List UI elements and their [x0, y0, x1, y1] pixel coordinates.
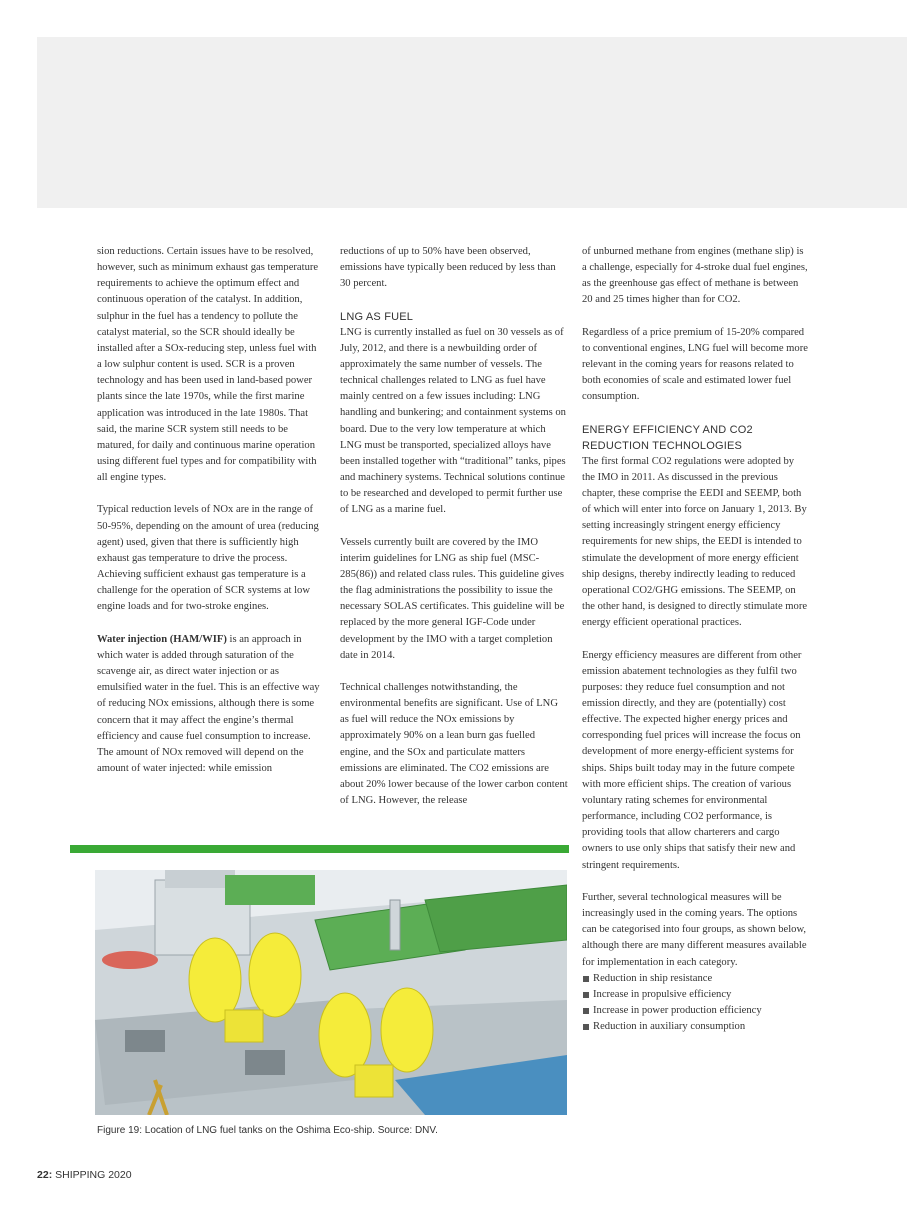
- bullet-list: [582, 971, 808, 1036]
- folio-separator: :: [48, 1169, 56, 1181]
- list-item: Increase in propulsive efficiency: [582, 987, 808, 1003]
- run-in-heading: Water injection (HAM/WIF): [97, 633, 227, 645]
- page-number: 22: [37, 1169, 49, 1181]
- top-banner: [37, 37, 907, 208]
- paragraph: Typical reduction levels of NOx are in the range of 50-95%, depending on the amount of urea (reducing agent) used, given that there is sufficiently high exhaust gas temperature to drive the process. Achieving sufficient exhaust gas temperature is a challenge for the operation of SCR systems at low engine loads and for two-stroke engines.: [97, 504, 319, 613]
- section-heading: LNG AS FUEL: [340, 310, 414, 323]
- list-item: Reduction in ship resistance: [582, 971, 808, 987]
- paragraph: reductions of up to 50% have been observed, emissions have typically been reduced by less than 30 percent.: [340, 246, 556, 290]
- paragraph: LNG is currently installed as fuel on 30 vessels as of July, 2012, and there is a newbuilding order of approximately the same number of vessels. The technical challenges related to LNG as fuel have mainly centred on a few issues including: LNG handling and bunkering; and containment systems on board. Due to the very low temperature at which LNG must be transported, specialized alloys have been installed together with “traditional” tanks, pipes and machinery systems. Technical solutions continue to be researched and developed to permit further use of LNG as a marine fuel.: [340, 326, 566, 516]
- figure-accent-bar: [70, 845, 569, 853]
- text-column-2: [340, 244, 568, 825]
- paragraph: Technical challenges notwithstanding, the environmental benefits are significant. Use of LNG as fuel will reduce the NOx emissions by approximately 90% on a lean burn gas fuelled engine, and the SOx and particulate matters emissions are eliminated. The CO2 emissions are about 20% lower because of the lower carbon content of LNG. However, the release: [340, 682, 568, 807]
- list-item: Reduction in auxiliary consumption: [582, 1019, 808, 1035]
- paragraph: [97, 632, 323, 777]
- text-column-3: [582, 244, 808, 1035]
- section-heading: ENERGY EFFICIENCY AND CO2 REDUCTION TECHNOLOGIES: [582, 423, 753, 452]
- paragraph: of unburned methane from engines (methane slip) is a challenge, especially for 4-stroke dual fuel engines, as the greenhouse gas effect of methane is between 20 and 25 times higher than for CO2.: [582, 246, 808, 306]
- list-item: Increase in power production efficiency: [582, 1003, 808, 1019]
- page-footer: [37, 1169, 132, 1181]
- text-column-1: [97, 244, 323, 793]
- paragraph-text: is an approach in which water is added through saturation of the scavenge air, as direct water injection or as emulsified water in the fuel. This is an effective way of reducing NOx emissions, although there is some concern that it may affect the engine’s thermal efficiency and cause fuel consumption to increase. The amount of NOx removed will depend on the amount of water injected: while emission: [97, 633, 320, 774]
- paragraph: Vessels currently built are covered by the IMO interim guidelines for LNG as ship fuel (MSC-285(86)) and related class rules. This guideline gives the flag administrations the possibility to issue the necessary SOLAS certificates. This guideline will be replaced by the more general IGF-Code under development by the IMO with a target completion date in 2014.: [340, 536, 565, 661]
- figure-caption: Figure 19: Location of LNG fuel tanks on the Oshima Eco-ship. Source: DNV.: [97, 1125, 438, 1136]
- ship-cutaway-drawing: [95, 870, 567, 1115]
- publication-name: SHIPPING 2020: [55, 1169, 132, 1181]
- paragraph: sion reductions. Certain issues have to be resolved, however, such as minimum exhaust gas temperature requirements to achieve the optimum effect and continuous operation of the catalyst. In addition, sulphur in the fuel has a tendency to pollute the catalyst material, so the SCR should ideally be installed after a SOx-reducing step, unless fuel with a low sulphur content is used. SCR is a proven technology and has been used in land-based power plants since the late 1970s, while the first marine application was introduced in the late 1980s. That said, the marine SCR system still needs to be matured, for daily and continuous marine operation using different fuel types and for compatibility with all engine types.: [97, 246, 319, 484]
- paragraph: Regardless of a price premium of 15-20% compared to conventional engines, LNG fuel will become more relevant in the coming years for reasons related to both economies of scale and estimated lower fuel consumption.: [582, 326, 808, 403]
- paragraph: Further, several technological measures will be increasingly used in the coming years. The options can be categorised into four groups, as shown below, although there are many different measures available for implementation in each category.: [582, 891, 807, 968]
- paragraph: The first formal CO2 regulations were adopted by the IMO in 2011. As discussed in the previous chapter, these comprise the EEDI and SEEMP, both of which will enter into force on January 1, 2013. By setting increasingly stringent energy efficiency requirements for new ships, the EEDI is intended to stimulate the development of more energy efficient ship designs, thereby indirectly leading to reduced operational CO2/GHG emissions. The SEEMP, on the other hand, is designed to directly stimulate more energy efficient operational practices.: [582, 455, 808, 629]
- paragraph: Energy efficiency measures are different from other emission abatement technologies as they fulfil two purposes: they reduce fuel consumption and not emission directly, and they are (potentially) cost effective. The expected higher energy prices and corresponding fuel prices will increase the focus on development of more energy-efficient systems for ships. Ships built today may in the future compete with more efficient ships. The creation of various voluntary rating schemes for environmental performance, including CO2 performance, is providing tools that allow charterers and cargo owners to use only ships that satisfy their new and stringent requirements.: [582, 649, 802, 871]
- ship-illustration: [95, 870, 567, 1115]
